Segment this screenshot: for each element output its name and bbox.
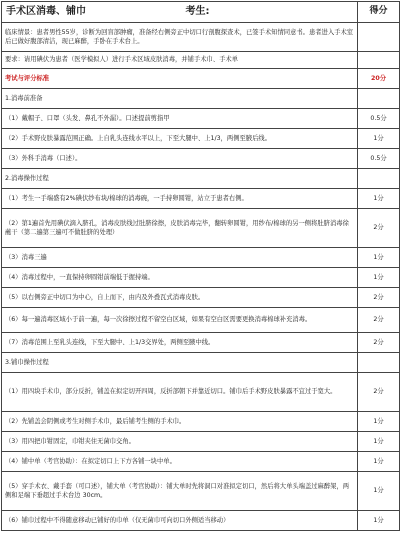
item-text: （5）以右侧旁正中切口为中心，自上而下，由内及外叠瓦式消毒皮肤。: [2, 288, 358, 308]
item-score: 1分: [358, 129, 400, 149]
item-row: [2, 511, 400, 531]
exam-sheet: [1, 1, 399, 531]
section-title: 3.铺巾操作过程: [2, 353, 358, 373]
item-row: [2, 109, 400, 129]
item-score: 0.5分: [358, 149, 400, 169]
item-score: 1分: [358, 511, 400, 531]
item-row: [2, 432, 400, 452]
item-score: 1分: [358, 412, 400, 432]
item-score: 2分: [358, 333, 400, 353]
item-text: （1）用四块手术巾，部分反折，铺盖在拟定切开四周，反折部朝下并靠近切口。铺巾后手术野皮肤暴露不宜过于宽大。: [2, 373, 358, 412]
item-row: [2, 189, 400, 209]
examinee-label: 考生:: [185, 6, 210, 17]
standard-label: 考试与评分标准: [2, 69, 358, 89]
section-title: 2.消毒操作过程: [2, 169, 358, 189]
item-score: 1分: [358, 472, 400, 511]
item-text: （7）消毒范围上至乳头连线，下至大腿中、上1/3交界处，两侧至腋中线。: [2, 333, 358, 353]
item-row: [2, 129, 400, 149]
item-score: 1分: [358, 432, 400, 452]
section-title: 1.消毒前准备: [2, 89, 358, 109]
section-row: [2, 89, 400, 109]
item-text: （5）穿手术衣、戴手套（可口述），铺大单（考官协助）：铺大单时先将洞口对准拟定切口，然后将大单头端盖过麻醉架，两侧和足端下垂超过手术台边 30cm。: [2, 472, 358, 511]
score-header: 得分: [358, 2, 400, 23]
item-row: [2, 333, 400, 353]
item-text: （6）铺巾过程中不得随意移动已铺好的巾单（仅无菌巾可向切口外侧适当移动）: [2, 511, 358, 531]
section-row: [2, 353, 400, 373]
scenario-text: 临床情景：患者男性55岁，诊断为回盲部肿瘤，准备经右侧旁正中切口行剖腹探查术，已签手术知情同意书。患者进入手术室后已做好腹部清洁，现已麻醉，手卧在手术台上。: [2, 23, 358, 52]
item-text: （3）外科手消毒（口述）。: [2, 149, 358, 169]
item-row: [2, 472, 400, 511]
scenario-score: [358, 23, 400, 52]
title-cell: [2, 2, 358, 23]
item-text: （3）消毒三遍: [2, 248, 358, 268]
item-text: （2）手术野皮肤暴露范围正确。上自乳头连线水平以上，下至大腿中、上1/3，两侧至腋后线。: [2, 129, 358, 149]
item-text: （2）第1遍首先用碘伏滴入脐孔，消毒皮肤线过肚脐徐擦，皮肤消毒完毕，翻转卵圆钳，用纱布/棉球的另一侧将肚脐消毒徐蘸干（第二遍第三遍可不做肚脐的处理）: [2, 209, 358, 248]
score-table: [1, 1, 400, 531]
requirement-row: [2, 52, 400, 69]
standard-row: [2, 69, 400, 89]
item-text: （6）每一遍消毒区域小于前一遍，每一次徐擦过程不留空白区域，如果有空白区需要更换消毒棉球补充消毒。: [2, 308, 358, 333]
item-row: [2, 209, 400, 248]
item-text: （4）铺中单（考官协助）：在拟定切口上下方各铺一块中单。: [2, 452, 358, 472]
section-row: [2, 169, 400, 189]
item-score: 2分: [358, 308, 400, 333]
item-score: 1分: [358, 189, 400, 209]
standard-score: 20分: [358, 69, 400, 89]
item-row: [2, 288, 400, 308]
requirement-score: [358, 52, 400, 69]
scenario-row: [2, 23, 400, 52]
page-title: 手术区消毒、铺巾: [6, 6, 86, 17]
item-text: （4）消毒过程中，一直保持卵圆钳前端低于握持端。: [2, 268, 358, 288]
item-score: 2分: [358, 288, 400, 308]
item-row: [2, 452, 400, 472]
item-score: 1分: [358, 452, 400, 472]
item-row: [2, 248, 400, 268]
item-score: 0.5分: [358, 109, 400, 129]
item-text: （1）考生一手端盛有2%碘伏纱布块/棉球的消毒碗，一手持卵圆钳，站立于患者右侧。: [2, 189, 358, 209]
item-row: [2, 412, 400, 432]
item-score: 2分: [358, 209, 400, 248]
requirement-text: 要求：请用碘伏为患者（医学模拟人）进行手术区域皮肤消毒，并铺手术巾、手术单: [2, 52, 358, 69]
item-text: （2）先铺盖会阴侧或考生对侧手术巾，最后铺考生侧的手术巾。: [2, 412, 358, 432]
item-row: [2, 373, 400, 412]
item-text: （3）用四把巾钳固定，巾钳夹住无菌巾交角。: [2, 432, 358, 452]
item-text: （1）戴帽子、口罩（头发、鼻孔不外漏）。口述提前剪指甲: [2, 109, 358, 129]
item-row: [2, 149, 400, 169]
item-row: [2, 308, 400, 333]
item-row: [2, 268, 400, 288]
item-score: 2分: [358, 373, 400, 412]
item-score: 1分: [358, 268, 400, 288]
header-row: [2, 2, 400, 23]
item-score: 1分: [358, 248, 400, 268]
